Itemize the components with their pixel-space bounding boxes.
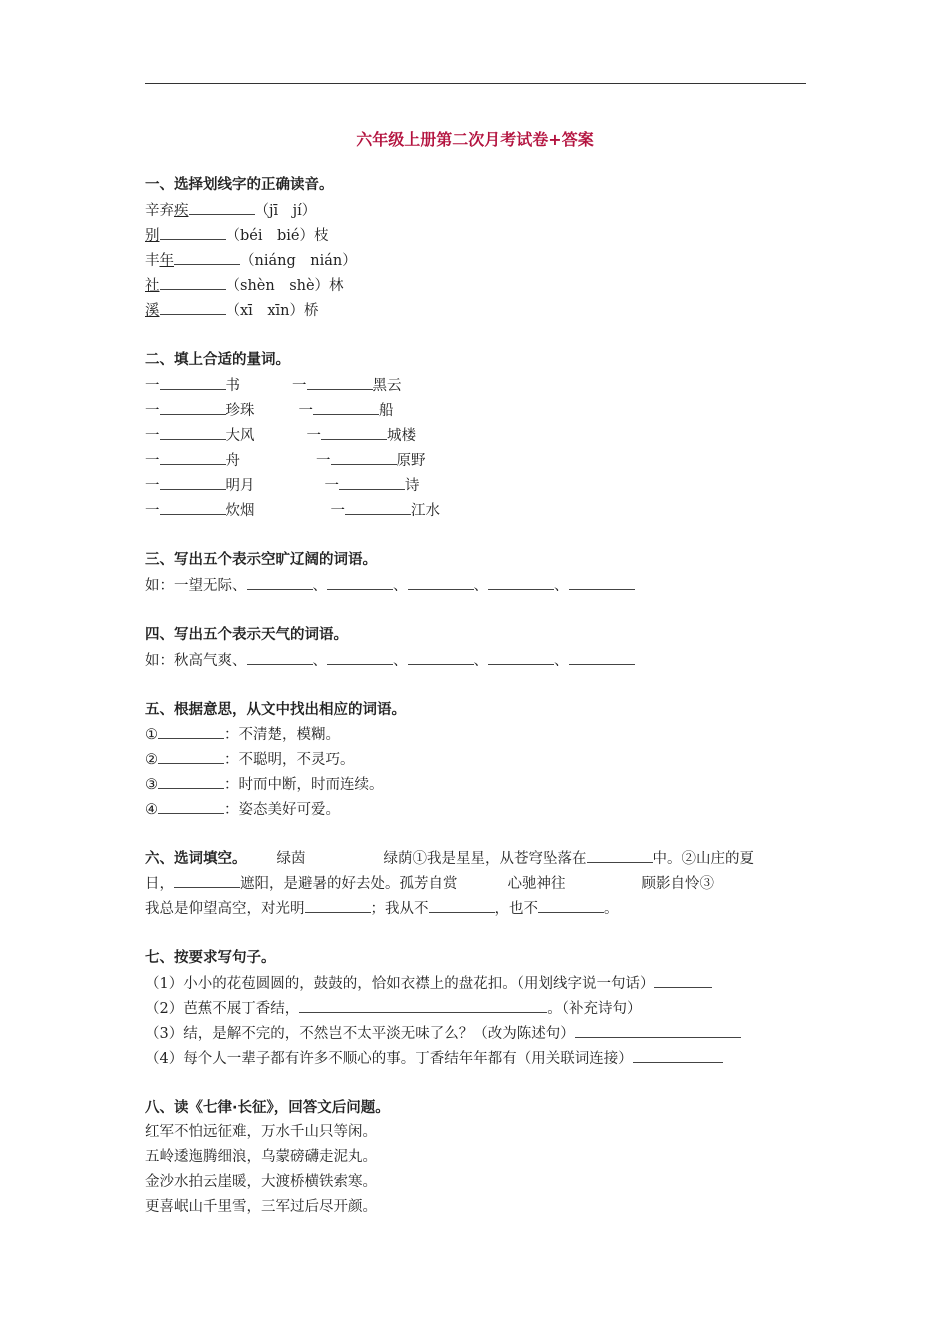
answer-blank[interactable] <box>160 375 226 390</box>
s7-question-4: （4）每个人一辈子都有许多不顺心的事。丁香结年年都有（用关联词连接） <box>145 1048 723 1069</box>
answer-blank[interactable] <box>569 575 635 590</box>
answer-blank[interactable] <box>174 250 240 265</box>
answer-blank[interactable] <box>160 500 226 515</box>
answer-blank[interactable] <box>160 475 226 490</box>
answer-blank[interactable] <box>587 848 653 863</box>
answer-blank[interactable] <box>299 998 547 1013</box>
s7-question-3: （3）结，是解不完的，不然岂不太平淡无味了么？（改为陈述句） <box>145 1023 741 1044</box>
answer-blank[interactable] <box>488 575 554 590</box>
s1-item: 别 （béi bié）枝 <box>145 225 329 246</box>
answer-blank[interactable] <box>158 774 224 789</box>
section-1-heading: 一、选择划线字的正确读音。 <box>145 177 334 193</box>
answer-blank[interactable] <box>158 799 224 814</box>
s1-item: 社 （shèn shè）林 <box>145 275 344 296</box>
s2-row: 一 炊烟 一 江水 <box>145 500 440 521</box>
answer-blank[interactable] <box>569 650 635 665</box>
s7-question-1: （1）小小的花苞圆圆的，鼓鼓的，恰如衣襟上的盘花扣。（用划线字说一句话） <box>145 973 712 994</box>
s7-question-2: （2）芭蕉不展丁香结， 。（补充诗句） <box>145 998 641 1019</box>
s5-item: ③ ：时而中断，时而连续。 <box>145 774 384 795</box>
answer-blank[interactable] <box>345 500 411 515</box>
s4-answer-line: 如：秋高气爽、 、 、 、 、 <box>145 650 635 671</box>
answer-blank[interactable] <box>429 898 495 913</box>
poem-line: 更喜岷山千里雪，三军过后尽开颜。 <box>145 1199 377 1215</box>
answer-blank[interactable] <box>158 724 224 739</box>
answer-blank[interactable] <box>321 425 387 440</box>
s1-item: 溪 （xī xīn）桥 <box>145 300 318 321</box>
answer-blank[interactable] <box>654 973 712 988</box>
answer-blank[interactable] <box>408 575 474 590</box>
s2-row: 一 舟 一 原野 <box>145 450 426 471</box>
s1-item: 辛弃疾 （jī jí） <box>145 200 316 221</box>
s2-row: 一 珍珠 一 船 <box>145 400 394 421</box>
s6-line-3: 我总是仰望高空，对光明 ；我从不 ，也不 。 <box>145 898 619 919</box>
s5-item: ④ ：姿态美好可爱。 <box>145 799 340 820</box>
s5-item: ① ：不清楚，模糊。 <box>145 724 340 745</box>
answer-blank[interactable] <box>575 1023 741 1038</box>
s3-answer-line: 如：一望无际、 、 、 、 、 <box>145 575 635 596</box>
answer-blank[interactable] <box>331 450 397 465</box>
page-title: 六年级上册第二次月考试卷+答案 <box>356 130 594 149</box>
poem-line: 金沙水拍云崖暖，大渡桥横铁索寒。 <box>145 1174 377 1190</box>
answer-blank[interactable] <box>305 898 371 913</box>
answer-blank[interactable] <box>189 200 255 215</box>
section-5-heading: 五、根据意思，从文中找出相应的词语。 <box>145 702 406 718</box>
answer-blank[interactable] <box>160 300 226 315</box>
poem-line: 五岭逶迤腾细浪，乌蒙磅礴走泥丸。 <box>145 1149 377 1165</box>
s5-item: ② ：不聪明，不灵巧。 <box>145 749 355 770</box>
answer-blank[interactable] <box>408 650 474 665</box>
answer-blank[interactable] <box>160 225 226 240</box>
answer-blank[interactable] <box>327 650 393 665</box>
section-3-heading: 三、写出五个表示空旷辽阔的词语。 <box>145 552 377 568</box>
answer-blank[interactable] <box>160 450 226 465</box>
s2-row: 一 大风 一 城楼 <box>145 425 416 446</box>
header-rule <box>145 83 806 84</box>
s6-line-1: 六、选词填空。 绿茵 绿荫①我是星星，从苍穹坠落在 中。②山庄的夏 <box>145 848 754 869</box>
poem-line: 红军不怕远征难，万水千山只等闲。 <box>145 1124 377 1140</box>
section-7-heading: 七、按要求写句子。 <box>145 950 276 966</box>
answer-blank[interactable] <box>327 575 393 590</box>
s6-line-2: 日， 遮阳，是避暑的好去处。孤芳自赏 心驰神往 顾影自怜③ <box>145 873 714 894</box>
section-6-heading: 六、选词填空。 <box>145 851 247 867</box>
answer-blank[interactable] <box>247 575 313 590</box>
answer-blank[interactable] <box>160 425 226 440</box>
s2-row: 一 明月 一 诗 <box>145 475 420 496</box>
answer-blank[interactable] <box>158 749 224 764</box>
section-4-heading: 四、写出五个表示天气的词语。 <box>145 627 348 643</box>
answer-blank[interactable] <box>307 375 373 390</box>
section-8-heading: 八、读《七律·长征》，回答文后问题。 <box>145 1100 390 1116</box>
section-2-heading: 二、填上合适的量词。 <box>145 352 290 368</box>
answer-blank[interactable] <box>488 650 554 665</box>
answer-blank[interactable] <box>633 1048 723 1063</box>
s2-row: 一 书 一 黑云 <box>145 375 402 396</box>
answer-blank[interactable] <box>313 400 379 415</box>
answer-blank[interactable] <box>538 898 604 913</box>
answer-blank[interactable] <box>247 650 313 665</box>
answer-blank[interactable] <box>160 275 226 290</box>
answer-blank[interactable] <box>174 873 240 888</box>
answer-blank[interactable] <box>160 400 226 415</box>
s1-item: 丰年 （niáng nián） <box>145 250 357 271</box>
answer-blank[interactable] <box>339 475 405 490</box>
